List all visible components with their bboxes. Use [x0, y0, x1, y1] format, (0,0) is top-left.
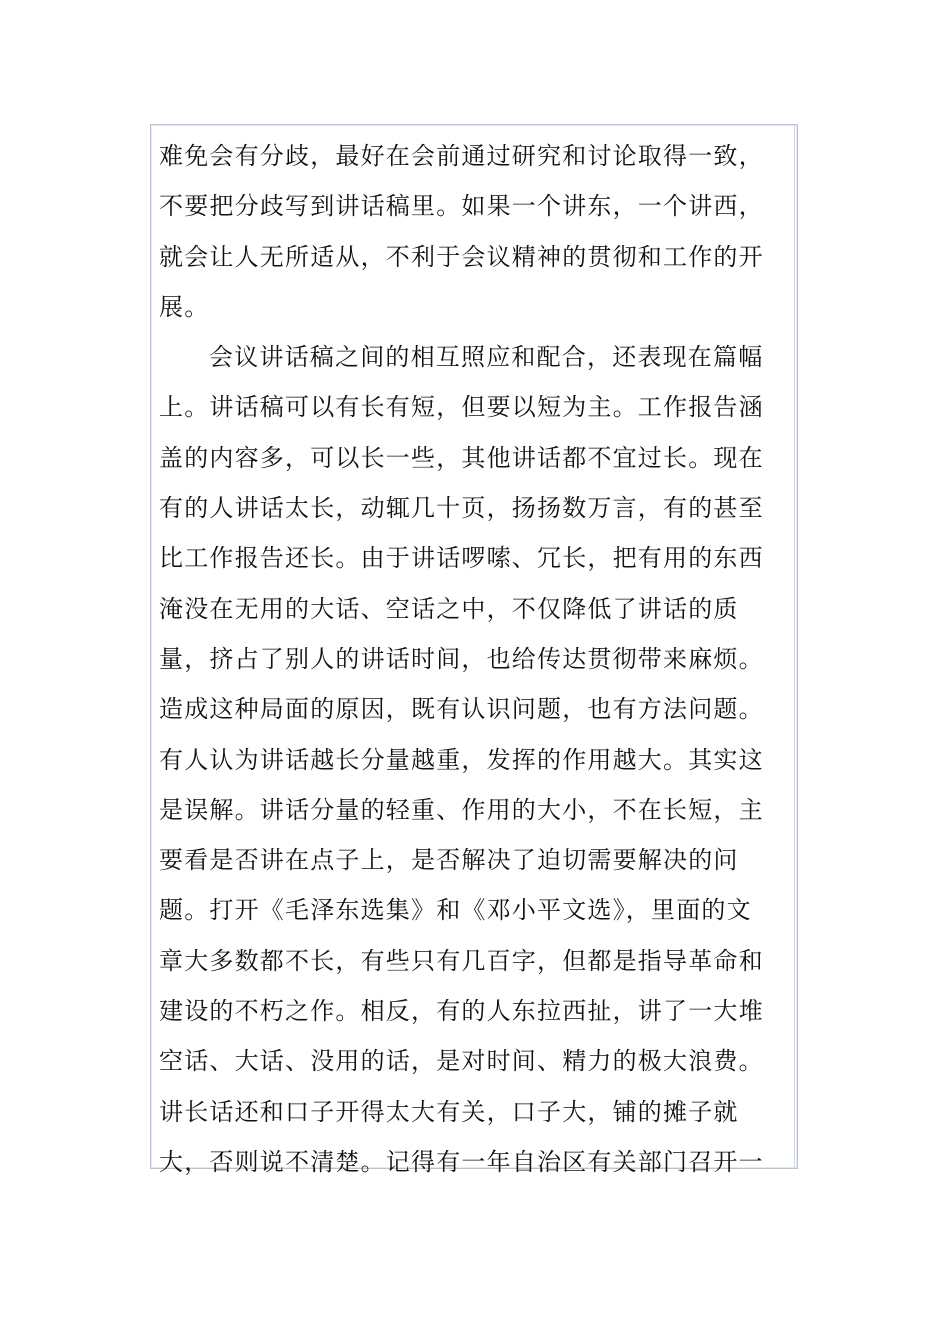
- text-line: 比工作报告还长。由于讲话啰嗦、冗长，把有用的东西: [159, 544, 764, 573]
- paragraph-2: [159, 332, 779, 1187]
- text-line: 难免会有分歧，最好在会前通过研究和讨论取得一致，: [159, 142, 764, 170]
- text-line: 章大多数都不长，有些只有几百字，但都是指导革命和: [159, 946, 764, 975]
- text-line: 造成这种局面的原因，既有认识问题，也有方法问题。: [159, 695, 764, 724]
- text-line: 有人认为讲话越长分量越重，发挥的作用越大。其实这: [159, 745, 764, 774]
- paragraph-1: [159, 131, 779, 332]
- text-line: 是误解。讲话分量的轻重、作用的大小，不在长短，主: [159, 795, 764, 824]
- text-line: 展。: [159, 292, 210, 321]
- document-text: [159, 131, 779, 1187]
- text-line: 要看是否讲在点子上，是否解决了迫切需要解决的问: [159, 846, 739, 875]
- text-line: 大，否则说不清楚。记得有一年自治区有关部门召开一: [159, 1147, 764, 1176]
- text-line: 讲长话还和口子开得太大有关，口子大，铺的摊子就: [159, 1097, 739, 1126]
- text-line: 空话、大话、没用的话，是对时间、精力的极大浪费。: [159, 1047, 764, 1076]
- text-line: 题。打开《毛泽东选集》和《邓小平文选》，里面的文: [159, 896, 752, 925]
- document-page: [150, 124, 798, 1176]
- page-border-rule: [794, 125, 795, 1168]
- text-line: 量，挤占了别人的讲话时间，也给传达贯彻带来麻烦。: [159, 644, 764, 673]
- text-line: 上。讲话稿可以有长有短，但要以短为主。工作报告涵: [159, 393, 764, 422]
- text-line: 就会让人无所适从，不利于会议精神的贯彻和工作的开: [159, 242, 764, 271]
- text-line: 盖的内容多，可以长一些，其他讲话都不宜过长。现在: [159, 443, 764, 472]
- text-line: 有的人讲话太长，动辄几十页，扬扬数万言，有的甚至: [159, 494, 764, 523]
- text-line: 不要把分歧写到讲话稿里。如果一个讲东，一个讲西，: [159, 192, 764, 221]
- text-line: 淹没在无用的大话、空话之中，不仅降低了讲话的质: [159, 594, 739, 623]
- text-line: 会议讲话稿之间的相互照应和配合，还表现在篇幅: [209, 343, 764, 372]
- text-line: 建设的不朽之作。相反，有的人东拉西扯，讲了一大堆: [159, 997, 764, 1026]
